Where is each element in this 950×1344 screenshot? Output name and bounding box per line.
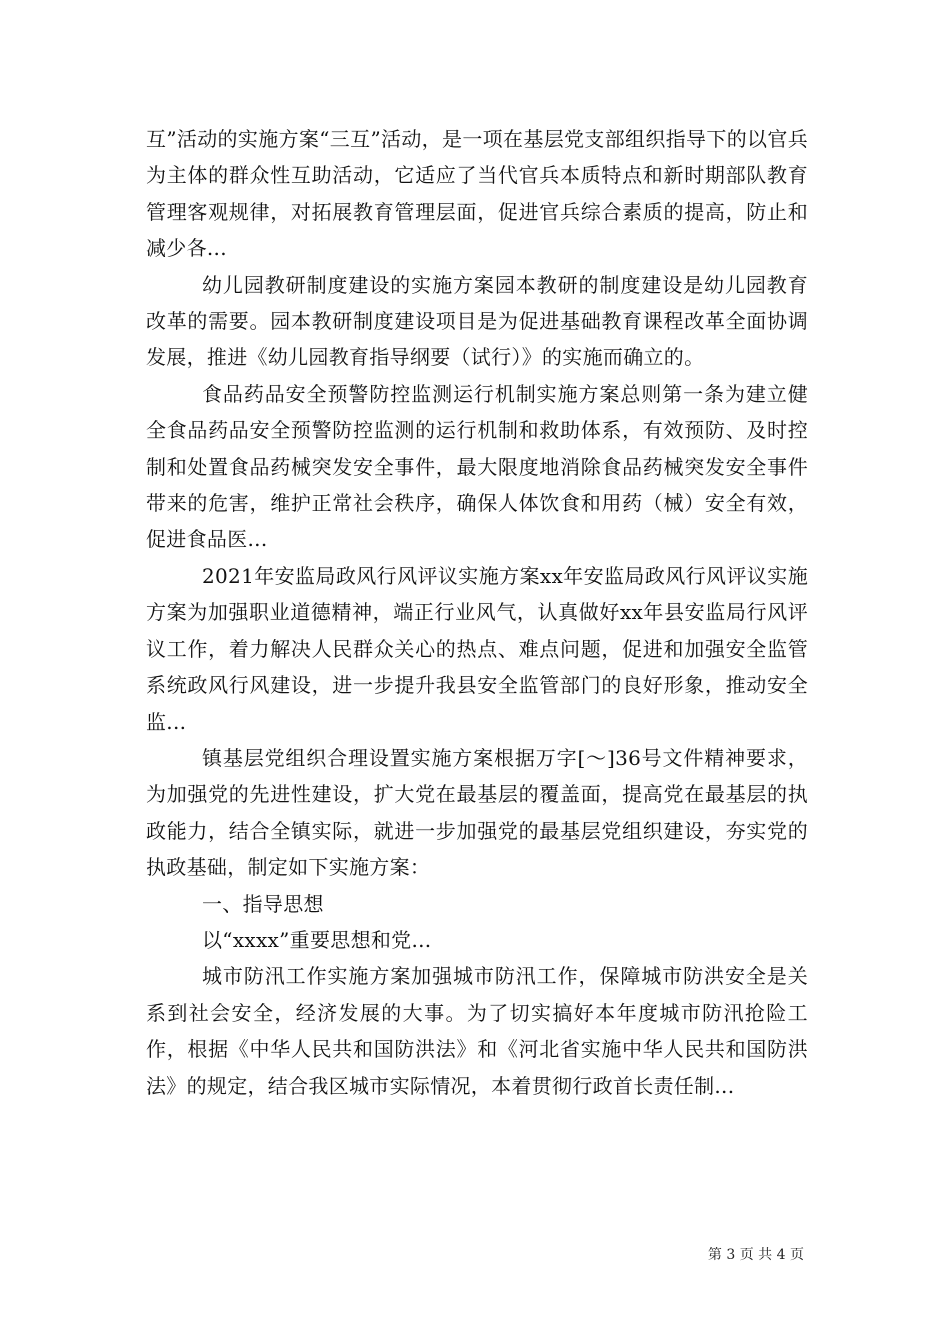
paragraph-8: 城市防汛工作实施方案加强城市防汛工作，保障城市防洪安全是关系到社会安全，经济发展的大事。为了切实搞好本年度城市防汛抢险工作，根据《中华人民共和国防洪法》和《河北省实施中华人民共和国防洪法》的规定，结合我区城市实际情况，本着贯彻行政首长责任制... [146,964,808,1098]
document-body [146,121,808,1104]
paragraph-4: 2021年安监局政风行风评议实施方案xx年安监局政风行风评议实施方案为加强职业道德精神，端正行业风气，认真做好xx年县安监局行风评议工作，着力解决人民群众关心的热点、难点问题，促进和加强安全监管系统政风行风建设，进一步提升我县安全监管部门的良好形象，推动安全监... [146,563,808,734]
paragraph-3: 食品药品安全预警防控监测运行机制实施方案总则第一条为建立健全食品药品安全预警防控监测的运行机制和救助体系，有效预防、及时控制和处置食品药械突发安全事件，最大限度地消除食品药械突发安全事件带来的危害，维护正常社会秩序，确保人体饮食和用药（械）安全有效，促进食品医... [146,381,808,552]
paragraph-7: 以“xxxx”重要思想和党... [202,927,432,952]
paragraph-5: 镇基层党组织合理设置实施方案根据万字[～]36号文件精神要求，为加强党的先进性建设，扩大党在最基层的覆盖面，提高党在最基层的执政能力，结合全镇实际，就进一步加强党的最基层党组织建设，夯实党的执政基础，制定如下实施方案： [146,745,808,880]
paragraph-6: 一、指导思想 [202,891,324,916]
paragraph-1: 互”活动的实施方案“三互”活动，是一项在基层党支部组织指导下的以官兵为主体的群众性互助活动，它适应了当代官兵本质特点和新时期部队教育管理客观规律，对拓展教育管理层面，促进官兵综合素质的提高，防止和减少各... [146,127,808,261]
paragraph-2: 幼儿园教研制度建设的实施方案园本教研的制度建设是幼儿园教育改革的需要。园本教研制度建设项目是为促进基础教育课程改革全面协调发展，推进《幼儿园教育指导纲要（试行）》的实施而确立的。 [146,272,808,370]
page-number: 第 3 页 共 4 页 [707,1247,804,1263]
